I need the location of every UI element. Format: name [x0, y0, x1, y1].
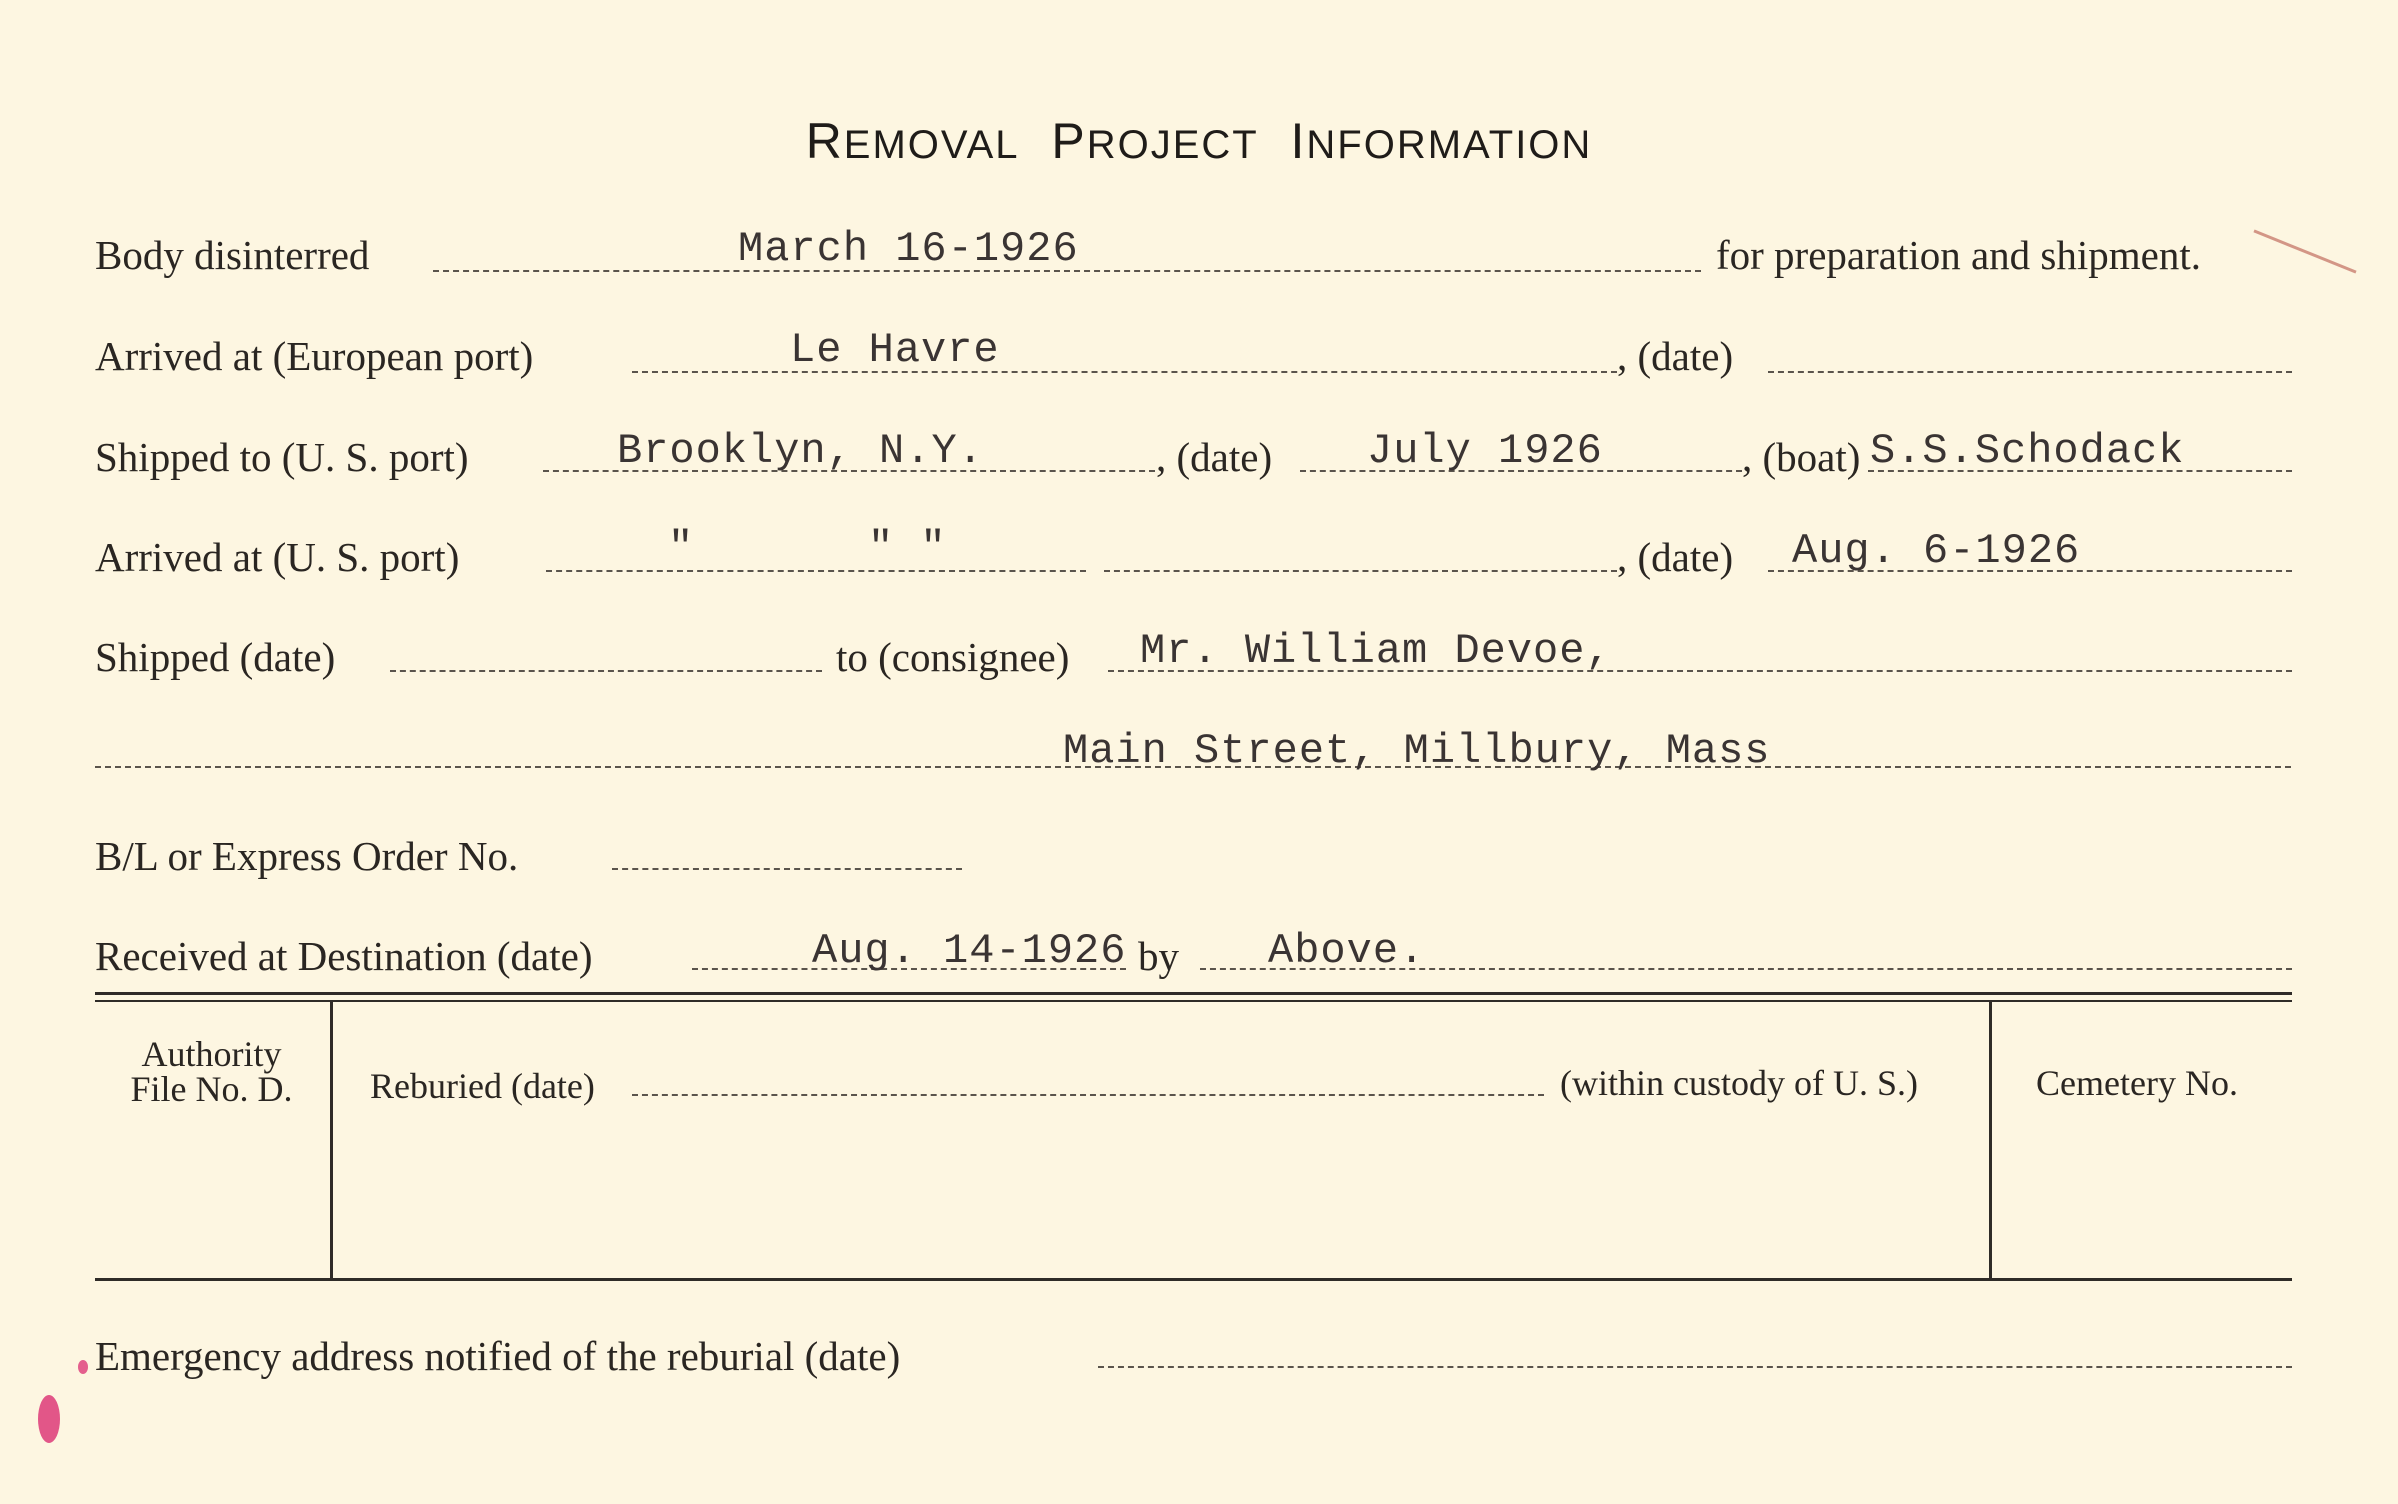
preparation-shipment-label: for preparation and shipment.	[1716, 232, 2202, 278]
boat-label: , (boat)	[1742, 434, 1861, 480]
reburied-label: Reburied (date)	[370, 1066, 595, 1106]
title-word-information-rest: NFORMATION	[1306, 123, 1593, 167]
title-word-removal-initial: R	[805, 113, 844, 169]
received-by-label: by	[1138, 933, 1179, 979]
received-destination-value: Aug. 14-1926	[812, 927, 1127, 975]
arrived-us-port-ditto-2: " "	[868, 524, 947, 572]
box-top-rule-2	[95, 1000, 2292, 1002]
box-bottom-rule	[95, 1278, 2292, 1281]
emergency-address-line	[1098, 1366, 2292, 1368]
arrived-us-port-ditto-1: "	[668, 524, 695, 572]
cemetery-no-label: Cemetery No.	[2036, 1063, 2238, 1103]
arrived-us-date-value: Aug. 6-1926	[1792, 527, 2081, 575]
box-top-rule-1	[95, 992, 2292, 995]
ink-stain-left	[38, 1395, 60, 1443]
received-by-value: Above.	[1268, 927, 1426, 975]
shipped-date-value: July 1926	[1367, 427, 1603, 475]
form-title	[0, 112, 2398, 170]
arrived-european-date-label: , (date)	[1617, 333, 1734, 379]
title-word-removal-rest: EMOVAL	[843, 123, 1020, 167]
body-disinterred-label: Body disinterred	[95, 232, 370, 278]
bl-express-order-line	[612, 868, 962, 870]
authority-label-line1: Authority	[141, 1034, 282, 1074]
arrived-european-date-line	[1768, 371, 2292, 373]
arrived-us-date-label: , (date)	[1617, 534, 1734, 580]
authority-label-line2: File No. D.	[130, 1069, 293, 1109]
consignee-address-value: Main Street, Millbury, Mass	[1063, 727, 1771, 775]
title-word-information-initial: I	[1290, 113, 1307, 169]
emergency-address-label: Emergency address notified of the reburial (date)	[95, 1333, 901, 1379]
arrived-european-port-value: Le Havre	[790, 326, 1000, 374]
ink-stain-dot	[78, 1360, 88, 1374]
shipped-date-row-line	[390, 670, 822, 672]
consignee-value: Mr. William Devoe,	[1140, 627, 1612, 675]
bl-express-order-label: B/L or Express Order No.	[95, 833, 519, 879]
shipped-us-port-value: Brooklyn, N.Y.	[617, 427, 984, 475]
boat-value: S.S.Schodack	[1870, 427, 2185, 475]
received-destination-label: Received at Destination (date)	[95, 933, 593, 979]
box-divider-left	[330, 1002, 333, 1278]
box-divider-right	[1989, 1002, 1992, 1278]
arrived-european-port-label: Arrived at (European port)	[95, 333, 534, 379]
arrived-us-port-line-right	[1104, 570, 1617, 572]
pencil-mark	[2253, 230, 2356, 274]
title-word-project-rest: ROJECT	[1086, 123, 1259, 167]
arrived-european-port-line	[632, 371, 1617, 373]
title-word-project-initial: P	[1051, 113, 1087, 169]
arrived-us-port-label: Arrived at (U. S. port)	[95, 534, 460, 580]
body-disinterred-value: March 16-1926	[738, 225, 1079, 273]
arrived-us-port-line-left	[546, 570, 1086, 572]
consignee-label: to (consignee)	[836, 634, 1070, 680]
shipped-date-label: , (date)	[1156, 434, 1273, 480]
custody-label: (within custody of U. S.)	[1560, 1063, 1918, 1103]
shipped-date-row-label: Shipped (date)	[95, 634, 336, 680]
shipped-us-port-label: Shipped to (U. S. port)	[95, 434, 469, 480]
reburied-line	[632, 1094, 1544, 1096]
